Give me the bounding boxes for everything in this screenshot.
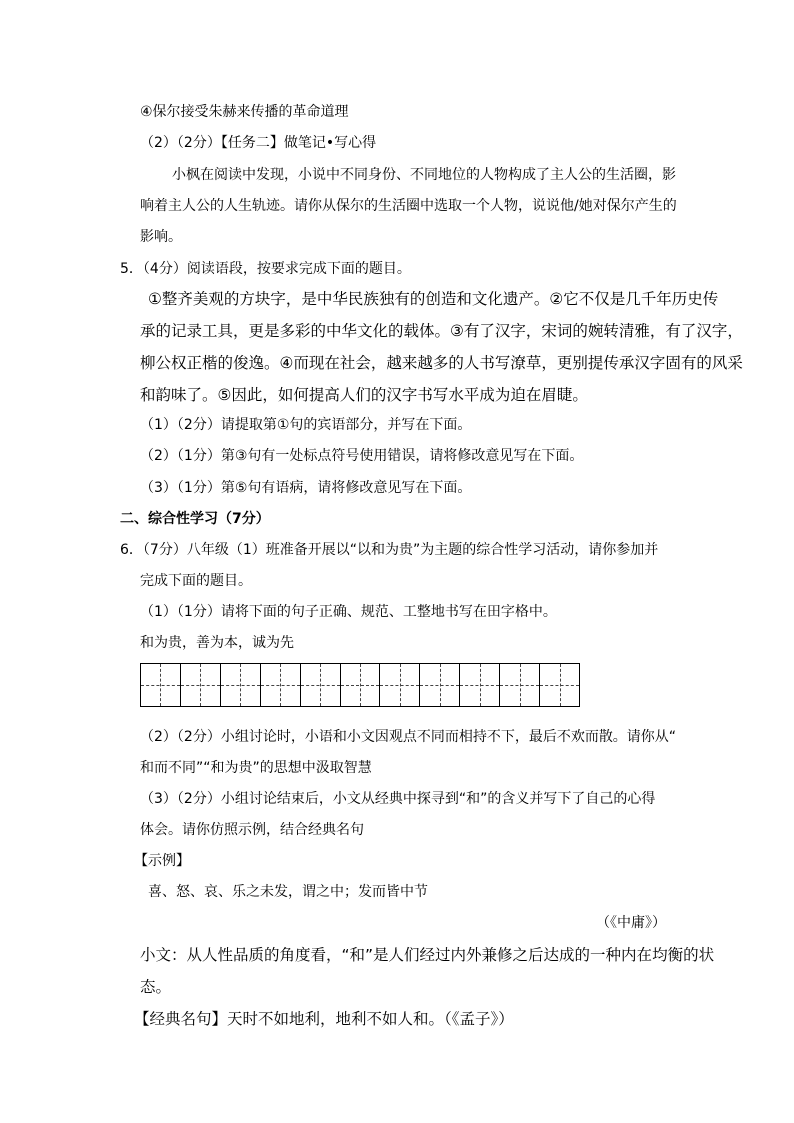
section-heading: 二、综合性学习（7分） <box>120 511 270 527</box>
example-label: 【示例】 <box>134 853 190 869</box>
q6-sub3-line2: 体会。请你仿照示例，结合经典名句 <box>140 822 364 838</box>
task2-text-line1: 小枫在阅读中发现，小说中不同身份、不同地位的人物构成了主人公的生活圈，影 <box>172 167 676 183</box>
question-6-heading-cont: 完成下面的题目。 <box>140 573 252 589</box>
xiaowen-note-line2: 态。 <box>140 978 172 996</box>
copy-sentence: 和为贵，善为本，诚为先 <box>140 635 294 651</box>
q5-sub3: （3）（1分）第⑤句有语病，请将修改意见写在下面。 <box>140 480 472 496</box>
grid-cell[interactable] <box>181 664 221 706</box>
tianzige-grid[interactable] <box>140 663 580 707</box>
q6-sub2-line1: （2）（2分）小组讨论时，小语和小文因观点不同而相持不下，最后不欢而散。请你从“ <box>140 729 677 745</box>
xiaowen-note-line1: 小文：从人性品质的角度看，“和”是人们经过内外兼修之后达成的一种内在均衡的状 <box>140 946 715 964</box>
grid-cell[interactable] <box>341 664 381 706</box>
q5-sub1: （1）（2分）请提取第①句的宾语部分，并写在下面。 <box>140 417 472 433</box>
example-source: （《中庸》） <box>596 915 666 931</box>
q5-sub2: （2）（1分）第③句有一处标点符号使用错误，请将修改意见写在下面。 <box>140 448 584 464</box>
option-4: ④保尔接受朱赫来传播的革命道理 <box>140 104 349 120</box>
grid-cell[interactable] <box>141 664 181 706</box>
grid-cell[interactable] <box>540 664 579 706</box>
passage-line2: 承的记录工具，更是多彩的中华文化的载体。③有了汉字，宋词的婉转清雅，有了汉字， <box>140 322 743 340</box>
passage-line1: ①整齐美观的方块字，是中华民族独有的创造和文化遗产。②它不仅是几千年历史传 <box>148 290 719 308</box>
question-6-heading: 6．（7分）八年级（1）班准备开展以“以和为贵”为主题的综合性学习活动，请你参加并 <box>120 542 659 558</box>
grid-cell[interactable] <box>380 664 420 706</box>
q6-sub3-line1: （3）（2分）小组讨论结束后，小文从经典中探寻到“和”的含义并写下了自己的心得 <box>140 791 656 807</box>
grid-cell[interactable] <box>500 664 540 706</box>
q6-sub2-line2: 和而不同”“和为贵”的思想中汲取智慧 <box>140 760 372 776</box>
passage-line3: 柳公权正楷的俊逸。④而现在社会，越来越多的人书写潦草，更别提传承汉字固有的风采 <box>140 354 743 372</box>
grid-cell[interactable] <box>460 664 500 706</box>
grid-cell[interactable] <box>221 664 261 706</box>
task2-heading: （2）（2分）【任务二】做笔记•写心得 <box>140 135 377 151</box>
task2-text-line3: 影响。 <box>140 229 182 245</box>
q6-sub1: （1）（1分）请将下面的句子正确、规范、工整地书写在田字格中。 <box>140 604 557 620</box>
grid-cell[interactable] <box>261 664 301 706</box>
grid-cell[interactable] <box>301 664 341 706</box>
example-quote: 喜、怒、哀、乐之未发，谓之中；发而皆中节 <box>148 884 428 900</box>
classic-quote: 【经典名句】天时不如地利，地利不如人和。（《孟子》） <box>134 1010 514 1028</box>
question-5-heading: 5．（4分）阅读语段，按要求完成下面的题目。 <box>120 261 411 277</box>
grid-cell[interactable] <box>420 664 460 706</box>
passage-line4: 和韵味了。⑤因此，如何提高人们的汉字书写水平成为迫在眉睫。 <box>140 386 588 404</box>
task2-text-line2: 响着主人公的人生轨迹。请你从保尔的生活圈中选取一个人物，说说他/她对保尔产生的 <box>140 198 677 214</box>
